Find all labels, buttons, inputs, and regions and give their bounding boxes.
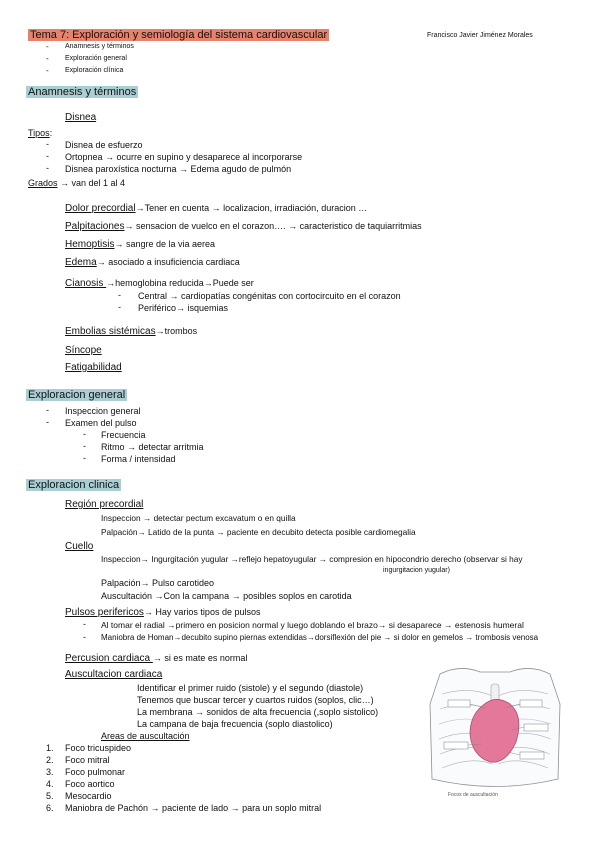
chest-illustration: [420, 664, 570, 804]
cianosis-item: Periférico→ isquemias: [138, 303, 229, 313]
list-bullet: -: [83, 453, 86, 463]
foco-number: 5.: [46, 791, 54, 801]
term-label: Embolias sistémicas: [65, 326, 156, 337]
term-label: Hemoptisis: [65, 239, 115, 250]
foco-item: Maniobra de Pachón → paciente de lado → para un soplo mitral: [65, 803, 322, 813]
foco-number: 3.: [46, 767, 54, 777]
disnea-heading: Disnea: [65, 112, 97, 123]
page-title: [28, 29, 329, 41]
general-item: Examen del pulso: [65, 418, 137, 428]
pulso-item: Forma / intensidad: [101, 454, 176, 464]
term-desc: →trombos: [155, 326, 198, 336]
foco-item: Mesocardio: [65, 791, 112, 801]
foco-number: 6.: [46, 803, 54, 813]
term-label: Dolor precordial: [65, 203, 136, 214]
cuello-auscultacion: Auscultación →Con la campana → posibles soplos en carotida: [101, 591, 352, 601]
cianosis-item: Central → cardiopatías congénitas con cortocircuito en el corazon: [138, 291, 401, 301]
index-bullet: -: [46, 66, 49, 75]
list-bullet: -: [46, 405, 49, 415]
ausc-line: Tenemos que buscar tercer y cuartos ruidos (soplos, clic…): [137, 695, 374, 705]
term-edema: [65, 257, 240, 268]
index-item: Anamnesis y términos: [65, 43, 134, 50]
term-cianosis: [65, 278, 254, 289]
grados-line: [28, 178, 125, 188]
foco-item: Foco tricuspideo: [65, 743, 132, 753]
section-heading-anamnesis: [26, 86, 138, 98]
areas-heading: Areas de auscultación: [101, 731, 190, 741]
list-bullet: -: [118, 302, 121, 312]
term-palpitaciones: [65, 221, 422, 232]
pulso-item: Ritmo → detectar arritmia: [101, 442, 204, 452]
term-sincope: Síncope: [65, 345, 102, 356]
term-hemoptisis: [65, 239, 215, 250]
list-bullet: -: [46, 163, 49, 173]
foco-item: Foco aortico: [65, 779, 115, 789]
tipos-label-text: Tipos: [28, 128, 50, 138]
foco-number: 2.: [46, 755, 54, 765]
section-heading-text: Exploracion general: [28, 389, 126, 401]
term-desc: →Tener en cuenta → localizacion, irradiación, duracion …: [135, 203, 368, 213]
cuello-inspeccion-cont: ingurgitacion yugular): [383, 567, 450, 574]
term-desc: → sensacion de vuelco en el corazon…. → caracteristico de taquiarritmias: [124, 221, 422, 231]
pulso-item: Frecuencia: [101, 430, 146, 440]
term-desc: → sangre de la via aerea: [114, 239, 216, 249]
term-label: Edema: [65, 257, 97, 268]
index-bullet: -: [46, 42, 49, 51]
tipos-colon: :: [49, 128, 53, 138]
foco-item: Foco pulmonar: [65, 767, 126, 777]
list-bullet: -: [83, 619, 86, 629]
list-bullet: -: [118, 290, 121, 300]
foco-number: 1.: [46, 743, 54, 753]
list-bullet: -: [83, 632, 86, 642]
term-label: Palpitaciones: [65, 221, 125, 232]
term-desc: → asociado a insuficiencia cardiaca: [96, 257, 240, 267]
tipos-item: Disnea paroxística nocturna → Edema agudo de pulmón: [65, 164, 292, 174]
section-heading-general: [26, 389, 127, 401]
region-precordial-heading: Región precordial: [65, 499, 144, 510]
index-item: Exploración clínica: [65, 67, 124, 74]
term-desc: → si es mate es normal: [152, 653, 248, 663]
foco-item: Foco mitral: [65, 755, 110, 765]
ausc-line: Identificar el primer ruido (sistole) y el segundo (diastole): [137, 683, 364, 693]
region-inspeccion: Inspeccion → detectar pectum excavatum o en quilla: [101, 513, 296, 523]
pulsos-perifericos: [65, 607, 260, 618]
ausc-line: La membrana → sonidos de alta frecuencia (,soplo sistolico): [137, 707, 379, 717]
term-label: Cianosis: [65, 278, 107, 289]
tipos-item: Disnea de esfuerzo: [65, 140, 143, 150]
term-fatigabilidad: Fatigabilidad: [65, 362, 122, 373]
author: Francisco Javier Jiménez Morales: [427, 32, 533, 39]
term-desc: →hemoglobina reducida→Puede ser: [106, 278, 254, 288]
term-label: Pulsos perifericos: [65, 607, 144, 618]
general-item: Inspeccion general: [65, 406, 141, 416]
figure-caption: Focos de auscultación: [448, 792, 498, 798]
list-bullet: -: [46, 417, 49, 427]
tipos-item: Ortopnea → ocurre en supino y desaparece al incorporarse: [65, 152, 303, 162]
cuello-heading: Cuello: [65, 541, 94, 552]
list-bullet: -: [46, 151, 49, 161]
auscultacion-heading: Auscultacion cardiaca: [65, 669, 163, 680]
pulsos-item: Maniobra de Homan→decubito supino piernas extendidas→dorsiflexión del pie → si dolor en gemelos → trombosis venosa: [101, 633, 539, 642]
section-heading-text: Exploracion clinica: [28, 479, 120, 491]
cuello-inspeccion: Inspeccion→ Ingurgitación yugular →reflejo hepatoyugular → compresion en hipocondrio derecho (observar si hay: [101, 554, 523, 564]
auscultation-figure: [420, 664, 570, 804]
list-bullet: -: [46, 139, 49, 149]
cuello-palpacion: Palpación→ Pulso carotideo: [101, 578, 215, 588]
pulsos-item: Al tomar el radial →primero en posicion normal y luego doblando el brazo→ si desaparece → estenosis humeral: [101, 620, 524, 630]
index-bullet: -: [46, 54, 49, 63]
list-bullet: -: [83, 429, 86, 439]
term-embolias: [65, 326, 197, 337]
term-dolor-precordial: [65, 203, 367, 214]
grados-text: → van del 1 al 4: [57, 178, 126, 188]
percusion-cardiaca: [65, 653, 247, 664]
list-bullet: -: [83, 441, 86, 451]
page-title-text: Tema 7: Exploración y semiología del sistema cardiovascular: [30, 29, 328, 41]
ausc-line: La campana de baja frecuencia (soplo diastolico): [137, 719, 333, 729]
term-desc: → Hay varios tipos de pulsos: [143, 607, 261, 617]
term-label: Percusion cardiaca: [65, 653, 153, 664]
region-palpacion: Palpación→ Latido de la punta → paciente en decubito detecta posible cardiomegalia: [101, 527, 416, 537]
tipos-label: [28, 128, 52, 138]
section-heading-text: Anamnesis y términos: [28, 86, 137, 98]
foco-number: 4.: [46, 779, 54, 789]
index-item: Exploración general: [65, 55, 127, 62]
grados-label: Grados: [28, 178, 58, 188]
section-heading-clinica: [26, 479, 121, 491]
